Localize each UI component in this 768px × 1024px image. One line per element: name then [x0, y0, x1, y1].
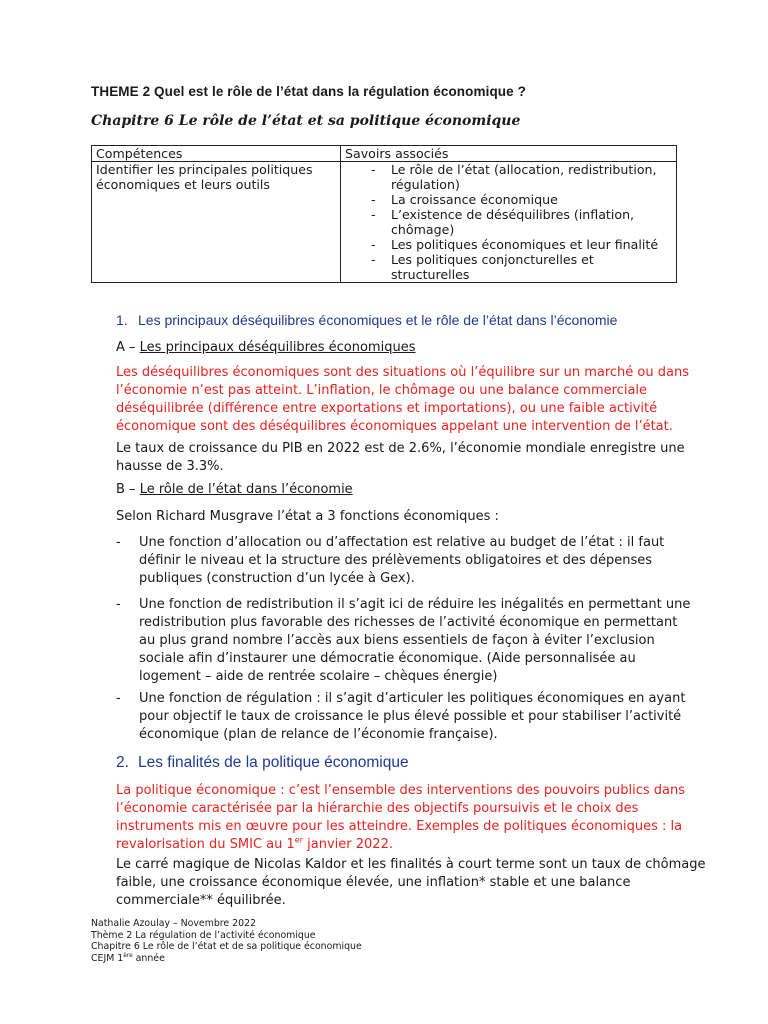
superscript: er	[294, 835, 304, 845]
footer-line: Thème 2 La régulation de l’activité économique	[91, 929, 316, 941]
list-item-text: Une fonction de redistribution il s’agit ici de réduire les inégalités en permettant une redistribution plus favorable des richesses de l’activité économique en permettant au plus grand nombre l’accès aux biens essentiels de façon à éviter l’exclusion sociale afin d’instaurer une démocratie économique. (Aide personnalisée au logement – aide de rentrée scolaire – chèques énergie)	[139, 597, 691, 684]
list-item: - La croissance économique	[365, 192, 672, 207]
competence-cell: Identifier les principales politiques économiques et leurs outils	[92, 162, 341, 283]
section-1-heading	[116, 312, 617, 328]
footer-text: CEJM 1	[91, 952, 124, 964]
list-item: - Les politiques économiques et leur finalité	[365, 237, 672, 252]
paragraph-text: La politique économique : c’est l’ensemble des interventions des pouvoirs publics dans l’économie caractérisée par la hiérarchie des objectifs poursuivis et le choix des instruments mis en œuvre pour les atteindre. Exemples de politiques économiques : la revalorisation du SMIC au 1	[116, 783, 686, 852]
table-header-row	[92, 146, 677, 162]
section-number: 1.	[116, 312, 128, 328]
list-item	[116, 690, 696, 744]
list-item	[116, 534, 696, 588]
superscript: ère	[123, 952, 133, 959]
list-item: - L’existence de déséquilibres (inflation, chômage)	[365, 207, 672, 237]
subheading-a	[116, 340, 415, 355]
paragraph-text: janvier 2022.	[303, 837, 393, 852]
definition-paragraph: Les déséquilibres économiques sont des situations où l’équilibre sur un marché ou dans l’économie n’est pas atteint. L’inflation, le chômage ou une balance commerciale déséquilibrée (différence entre exportations et importations), ou une faible activité économique sont des déséquilibres économiques appelant une intervention de l’état.	[116, 365, 689, 434]
subheading-prefix: A –	[116, 340, 140, 355]
footer-line	[91, 953, 362, 965]
section-number: 2.	[116, 754, 129, 771]
footer-line: Chapitre 6 Le rôle de l’état et de sa politique économique	[91, 941, 362, 952]
paragraph: Le carré magique de Nicolas Kaldor et les finalités à court terme sont un taux de chômage faible, une croissance économique élevée, une inflation* stable et une balance commerciale** équilibrée.	[116, 857, 706, 908]
dash-marker: -	[116, 691, 121, 706]
subheading-title: Le rôle de l’état dans l’économie	[139, 482, 353, 497]
section-title: Les finalités de la politique économique	[138, 754, 409, 771]
section-2-heading	[116, 754, 409, 772]
chapter-heading: Chapitre 6 Le rôle de l’état et sa politique économique	[91, 113, 521, 129]
footer-text: année	[132, 952, 165, 964]
subheading-prefix: B –	[116, 482, 140, 497]
list-item: - Le rôle de l’état (allocation, redistribution, régulation)	[365, 162, 672, 192]
theme-heading: THEME 2 Quel est le rôle de l’état dans la régulation économique ?	[91, 84, 526, 99]
competences-table	[91, 145, 677, 283]
list-item-text: Une fonction de régulation : il s’agit d’articuler les politiques économiques en ayant pour objectif le taux de croissance le plus élevé possible et pour stabiliser l’activité économique (plan de relance de l’économie française).	[139, 691, 686, 742]
definition-paragraph	[116, 782, 706, 854]
dash-marker: -	[116, 597, 121, 612]
paragraph: Selon Richard Musgrave l’état a 3 fonctions économiques :	[116, 509, 499, 524]
table-row	[92, 162, 677, 283]
footer-line: Nathalie Azoulay – Novembre 2022	[91, 918, 257, 929]
table-header-cell: Compétences	[92, 146, 341, 162]
list-item-text: Une fonction d’allocation ou d’affectation est relative au budget de l’état : il faut définir le niveau et la structure des prélèvements obligatoires et des dépenses publiques (construction d’un lycée à Gex).	[139, 535, 665, 586]
savoirs-list	[345, 162, 672, 282]
footer	[91, 918, 362, 964]
list-item: - Les politiques conjoncturelles et structurelles	[365, 252, 672, 282]
subheading-b	[116, 482, 353, 497]
table-header-cell: Savoirs associés	[341, 146, 677, 162]
section-title: Les principaux déséquilibres économiques et le rôle de l’état dans l’économie	[138, 312, 618, 328]
list-item	[116, 596, 696, 686]
paragraph: Le taux de croissance du PIB en 2022 est de 2.6%, l’économie mondiale enregistre une hausse de 3.3%.	[116, 441, 685, 474]
dash-marker: -	[116, 535, 121, 550]
savoirs-cell	[341, 162, 677, 283]
subheading-title: Les principaux déséquilibres économiques	[139, 340, 416, 355]
